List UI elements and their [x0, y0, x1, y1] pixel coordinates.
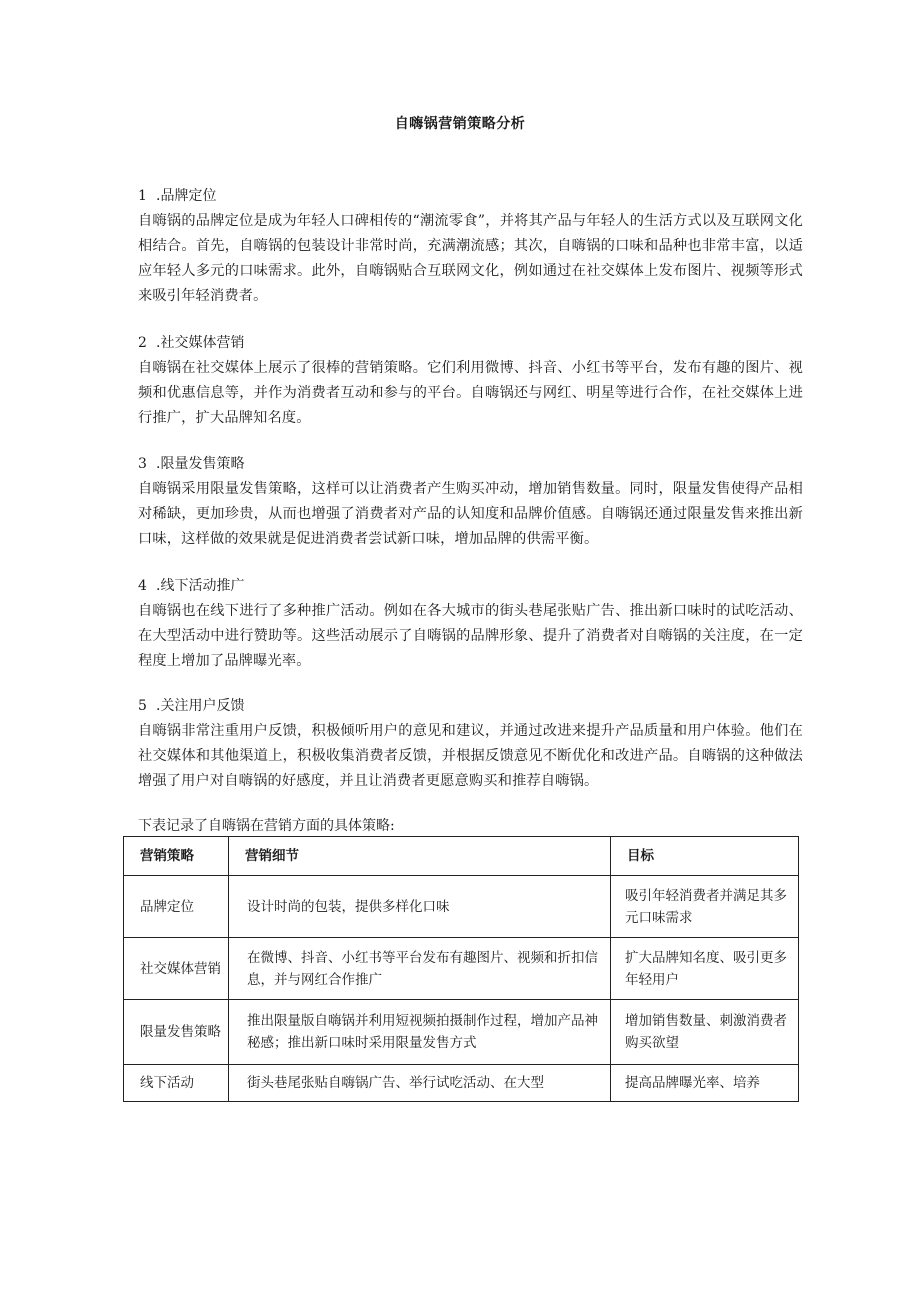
section-number: 5	[138, 698, 147, 714]
cell-goal: 吸引年轻消费者并满足其多元口味需求	[611, 876, 799, 938]
section-title: .线下活动推广	[156, 578, 245, 594]
table-intro: 下表记录了自嗨锅在营销方面的具体策略:	[138, 818, 395, 834]
section-body: 自嗨锅在社交媒体上展示了很棒的营销策略。它们利用微博、抖音、小红书等平台，发布有趣的图片、视频和优惠信息等，并作为消费者互动和参与的平台。自嗨锅还与网红、明星等进行合作，在社交媒体上进行推广，扩大品牌知名度。	[138, 360, 803, 426]
table-row	[124, 1000, 799, 1065]
section-heading	[138, 574, 803, 599]
cell-strategy: 限量发售策略	[124, 1000, 229, 1065]
cell-goal: 提高品牌曝光率、培养	[611, 1065, 799, 1102]
cell-goal: 增加销售数量、刺激消费者购买欲望	[611, 1000, 799, 1065]
section-body: 自嗨锅也在线下进行了多种推广活动。例如在各大城市的街头巷尾张贴广告、推出新口味时的试吃活动、在大型活动中进行赞助等。这些活动展示了自嗨锅的品牌形象、提升了消费者对自嗨锅的关注度，在一定程度上增加了品牌曝光率。	[138, 603, 803, 669]
cell-strategy: 品牌定位	[124, 876, 229, 938]
section-number: 3	[138, 456, 147, 472]
section-body: 自嗨锅的品牌定位是成为年轻人口碑相传的“潮流零食”，并将其产品与年轻人的生活方式以及互联网文化相结合。首先，自嗨锅的包装设计非常时尚，充满潮流感；其次，自嗨锅的口味和品种也非常丰富，以适应年轻人多元的口味需求。此外，自嗨锅贴合互联网文化，例如通过在社交媒体上发布图片、视频等形式来吸引年轻消费者。	[138, 213, 803, 304]
strategy-table	[123, 836, 799, 1102]
section-number: 1	[138, 188, 147, 204]
column-header-strategy: 营销策略	[124, 837, 229, 876]
cell-details: 街头巷尾张贴自嗨锅广告、举行试吃活动、在大型	[229, 1065, 611, 1102]
section-title: .限量发售策略	[156, 456, 245, 472]
cell-details: 设计时尚的包装，提供多样化口味	[229, 876, 611, 938]
section-title: .品牌定位	[156, 188, 217, 204]
section-number: 4	[138, 578, 147, 594]
section-offline-events	[138, 574, 803, 674]
section-title: .社交媒体营销	[156, 335, 245, 351]
cell-strategy: 线下活动	[124, 1065, 229, 1102]
column-header-details: 营销细节	[229, 837, 611, 876]
section-social-media	[138, 331, 803, 431]
table-header-row	[124, 837, 799, 876]
cell-details: 在微博、抖音、小红书等平台发布有趣图片、视频和折扣信息，并与网红合作推广	[229, 938, 611, 1000]
table-row	[124, 938, 799, 1000]
section-heading	[138, 694, 803, 719]
section-heading	[138, 452, 803, 477]
section-heading	[138, 331, 803, 356]
section-heading	[138, 184, 803, 209]
cell-goal: 扩大品牌知名度、吸引更多年轻用户	[611, 938, 799, 1000]
section-brand-positioning	[138, 184, 803, 309]
section-user-feedback	[138, 694, 803, 794]
column-header-goal: 目标	[611, 837, 799, 876]
table-row	[124, 876, 799, 938]
section-title: .关注用户反馈	[156, 698, 245, 714]
document-title: 自嗨锅营销策略分析	[394, 116, 526, 132]
section-number: 2	[138, 335, 147, 351]
cell-details: 推出限量版自嗨锅并利用短视频拍摄制作过程，增加产品神秘感；推出新口味时采用限量发售方式	[229, 1000, 611, 1065]
cell-strategy: 社交媒体营销	[124, 938, 229, 1000]
section-body: 自嗨锅非常注重用户反馈，积极倾听用户的意见和建议，并通过改进来提升产品质量和用户体验。他们在社交媒体和其他渠道上，积极收集消费者反馈，并根据反馈意见不断优化和改进产品。自嗨锅的这种做法增强了用户对自嗨锅的好感度，并且让消费者更愿意购买和推荐自嗨锅。	[138, 723, 803, 789]
section-limited-release	[138, 452, 803, 552]
section-body: 自嗨锅采用限量发售策略，这样可以让消费者产生购买冲动，增加销售数量。同时，限量发售使得产品相对稀缺，更加珍贵，从而也增强了消费者对产品的认知度和品牌价值感。自嗨锅还通过限量发售来推出新口味，这样做的效果就是促进消费者尝试新口味，增加品牌的供需平衡。	[138, 481, 803, 547]
table-row	[124, 1065, 799, 1102]
